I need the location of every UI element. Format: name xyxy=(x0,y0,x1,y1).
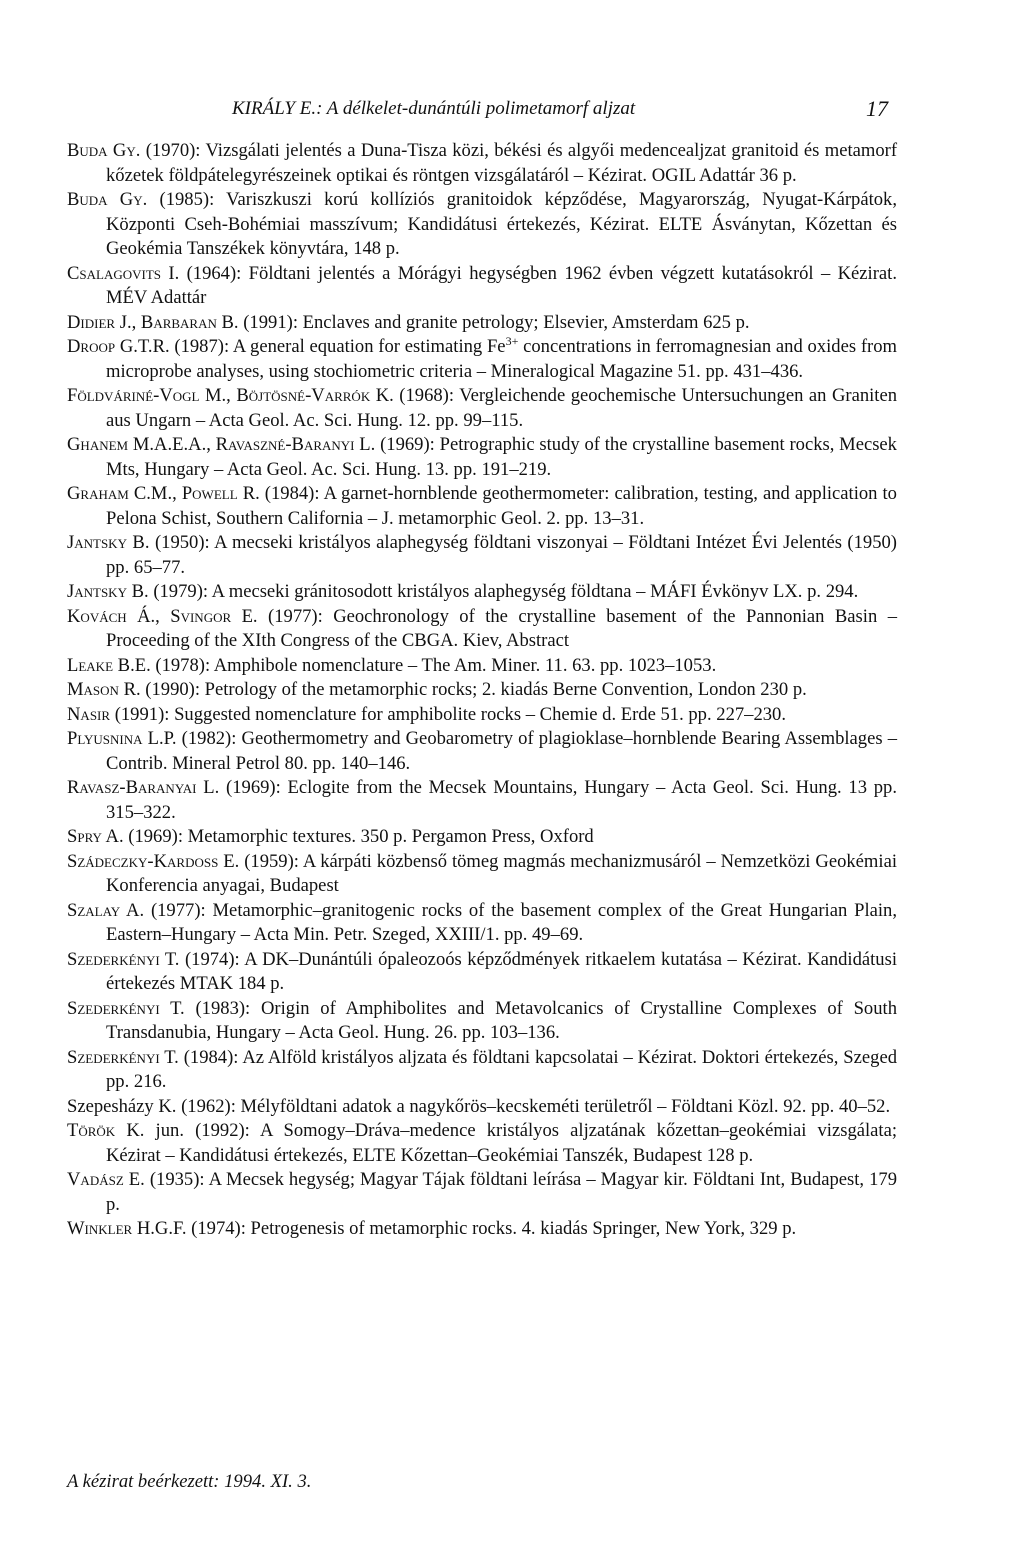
reference-author: Csalagovits I. xyxy=(67,262,180,284)
reference-author: Szalay A. xyxy=(67,899,145,921)
reference-text: (1990): Petrology of the metamorphic rocks; 2. kiadás Berne Convention, London 230 p. xyxy=(140,679,807,700)
reference-author: Spry A. xyxy=(67,826,124,847)
reference-text: (1969): Petrographic study of the crystalline basement rocks, Mecsek Mts, Hungary – Acta Geol. Ac. Sci. Hung. 13. pp. 191–219. xyxy=(106,434,897,480)
reference-author: Mason R. xyxy=(67,679,141,700)
reference-author: Szederkényi T. xyxy=(67,948,180,970)
reference-entry xyxy=(67,580,897,605)
reference-entry xyxy=(67,139,897,188)
reference-entry xyxy=(67,899,897,948)
reference-text: (1935): A Mecsek hegység; Magyar Tájak földtani leírása – Magyar kir. Földtani Int, Budapest, 179 p. xyxy=(106,1169,897,1215)
reference-entry xyxy=(67,1046,897,1095)
reference-entry xyxy=(67,678,897,703)
reference-entry xyxy=(67,703,897,728)
reference-entry xyxy=(67,335,897,384)
reference-author: Török K. xyxy=(67,1120,145,1141)
reference-entry xyxy=(67,654,897,679)
reference-entry xyxy=(67,1095,897,1120)
reference-author: Ravasz-Baranyai L. xyxy=(67,777,220,798)
reference-author: Nasir xyxy=(67,703,111,725)
reference-entry xyxy=(67,825,897,850)
reference-entry xyxy=(67,776,897,825)
reference-text: (1977): Metamorphic–granitogenic rocks of the basement complex of the Great Hungarian Plain, Eastern–Hungary – Acta Min. Petr. Szeged, XXIII/1. pp. 49–69. xyxy=(106,899,897,945)
reference-text: (1974): Petrogenesis of metamorphic rocks. 4. kiadás Springer, New York, 329 p. xyxy=(186,1218,797,1239)
reference-author: Graham C.M., Powell R. xyxy=(67,483,260,504)
reference-entry xyxy=(67,948,897,997)
header-title: KIRÁLY E.: A délkelet-dunántúli polimetamorf aljzat xyxy=(232,98,636,119)
reference-entry xyxy=(67,311,897,336)
reference-author: Winkler H.G.F. xyxy=(67,1218,187,1239)
reference-list xyxy=(67,139,897,1242)
reference-text: (1969): Eclogite from the Mecsek Mountains, Hungary – Acta Geol. Sci. Hung. 13 pp. 315–322. xyxy=(106,777,898,823)
reference-author: Vadász E. xyxy=(67,1169,145,1190)
reference-entry xyxy=(67,605,897,654)
reference-author: Szádeczky-Kardoss E. xyxy=(67,850,240,872)
reference-author: Buda Gy. xyxy=(67,189,148,210)
reference-text: (1991): Suggested nomenclature for amphibolite rocks – Chemie d. Erde 51. pp. 227–230. xyxy=(110,703,786,725)
reference-entry xyxy=(67,531,897,580)
reference-text: (1950): A mecseki kristályos alaphegység földtani viszonyai – Földtani Intézet Évi Jelentés (1950) pp. 65–77. xyxy=(106,532,897,578)
reference-text: (1970): Vizsgálati jelentés a Duna-Tisza közi, békési és algyői medencealjzat granitoid és metamorf kőzetek földpátelegyrészeinek optikai és röntgen vizsgálatáról – Kézirat. OGIL Adattár 36 p. xyxy=(106,140,898,186)
reference-entry xyxy=(67,850,897,899)
reference-entry xyxy=(67,262,897,311)
reference-author: Ghanem M.A.E.A., Ravaszné-Baranyi L. xyxy=(67,434,376,455)
page-number: 17 xyxy=(866,96,888,121)
reference-text: (1968): Vergleichende geochemische Untersuchungen an Graniten aus Ungarn – Acta Geol. Ac. Sci. Hung. 12. pp. 99–115. xyxy=(106,385,898,431)
reference-entry xyxy=(67,482,897,531)
reference-author: Szederkényi T. xyxy=(67,1046,179,1068)
reference-text: (1985): Variszkuszi korú kollíziós granitoidok képződése, Magyarország, Nyugat-Kárpátok, Központi Cseh-Bohémiai masszívum; Kandidátusi értekezés, Kézirat. ELTE Ásványtan, Kőzettan és Geokémia Tanszékek könyvtára, 148 p. xyxy=(106,189,897,259)
reference-entry xyxy=(67,997,897,1046)
reference-text: (1984): Az Alföld kristályos aljzata és földtani kapcsolatai – Kézirat. Doktori értekezés, Szeged pp. 216. xyxy=(106,1046,897,1092)
reference-author: Szepesházy K. xyxy=(67,1095,177,1117)
reference-text: (1978): Amphibole nomenclature – The Am. Miner. 11. 63. pp. 1023–1053. xyxy=(150,654,717,676)
reference-text: (1962): Mélyföldtani adatok a nagykőrös–kecskeméti területről – Földtani Közl. 92. pp. 40–52. xyxy=(176,1095,891,1117)
reference-entry xyxy=(67,727,897,776)
reference-entry xyxy=(67,1168,897,1217)
reference-text: (1959): A kárpáti közbenső tömeg magmás mechanizmusáról – Nemzetközi Geokémiai Konferencia anyagai, Budapest xyxy=(106,850,897,896)
reference-entry xyxy=(67,433,897,482)
reference-author: Kovách Á., Svingor E. xyxy=(67,605,258,627)
reference-author: Plyusnina L.P. xyxy=(67,728,177,749)
reference-entry xyxy=(67,384,897,433)
reference-author: Leake B.E. xyxy=(67,654,151,676)
reference-text: (1984): A garnet-hornblende geothermometer: calibration, testing, and application to Pelona Schist, Southern California – J. metamorphic Geol. 2. pp. 13–31. xyxy=(106,483,897,529)
reference-text: (1979): A mecseki gránitosodott kristályos alaphegység földtana – MÁFI Évkönyv LX. p. 294. xyxy=(148,581,859,602)
reference-author: Buda Gy. xyxy=(67,140,141,161)
reference-text: (1987): A general equation for estimating Fe xyxy=(169,336,506,357)
reference-author: Földváriné-Vogl M., Böjtösné-Varrók K. xyxy=(67,385,394,406)
reference-text: (1969): Metamorphic textures. 350 p. Pergamon Press, Oxford xyxy=(123,826,594,847)
reference-text: (1991): Enclaves and granite petrology; Elsevier, Amsterdam 625 p. xyxy=(238,311,750,333)
received-date-note: A kézirat beérkezett: 1994. XI. 3. xyxy=(67,1471,312,1492)
reference-text: (1974): A DK–Dunántúli ópaleozoós képződmények ritkaelem kutatása – Kézirat. Kandidátusi értekezés MTAK 184 p. xyxy=(106,948,897,994)
reference-text: (1977): Geochronology of the crystalline basement of the Pannonian Basin – Proceeding of the XIth Congress of the CBGA. Kiev, Abstract xyxy=(106,605,897,651)
reference-author: Szederkényi T. xyxy=(67,997,185,1019)
reference-entry xyxy=(67,188,897,262)
reference-author: Droop G.T.R. xyxy=(67,336,170,357)
superscript-charge: 3+ xyxy=(505,334,519,348)
reference-text: (1982): Geothermometry and Geobarometry of plagioklase–hornblende Bearing Assemblages – Contrib. Mineral Petrol 80. pp. 140–146. xyxy=(106,728,897,774)
reference-author: Jantsky B. xyxy=(67,532,150,553)
reference-entry xyxy=(67,1217,897,1242)
reference-text: (1983): Origin of Amphibolites and Metavolcanics of Crystalline Complexes of South Transdanubia, Hungary – Acta Geol. Hung. 26. pp. 103–136. xyxy=(106,997,897,1043)
running-header xyxy=(0,96,1024,126)
reference-text-continued: concentrations in ferromagnesian and oxides from microprobe analyses, using stochiometric criteria – Mineralogical Magazine 51. pp. 431–436. xyxy=(106,336,897,382)
reference-entry xyxy=(67,1119,897,1168)
reference-text: jun. (1992): A Somogy–Dráva–medence kristályos aljzatának kőzettan–geokémiai vizsgálata; Kézirat – Kandidátusi értekezés, ELTE Kőzettan–Geokémiai Tanszék, Budapest 128 p. xyxy=(106,1120,898,1166)
reference-text: (1964): Földtani jelentés a Mórágyi hegységben 1962 évben végzett kutatásokról – Kézirat. MÉV Adattár xyxy=(106,262,897,308)
reference-author: Didier J., Barbaran B. xyxy=(67,311,239,333)
reference-author: Jantsky B. xyxy=(67,581,149,602)
